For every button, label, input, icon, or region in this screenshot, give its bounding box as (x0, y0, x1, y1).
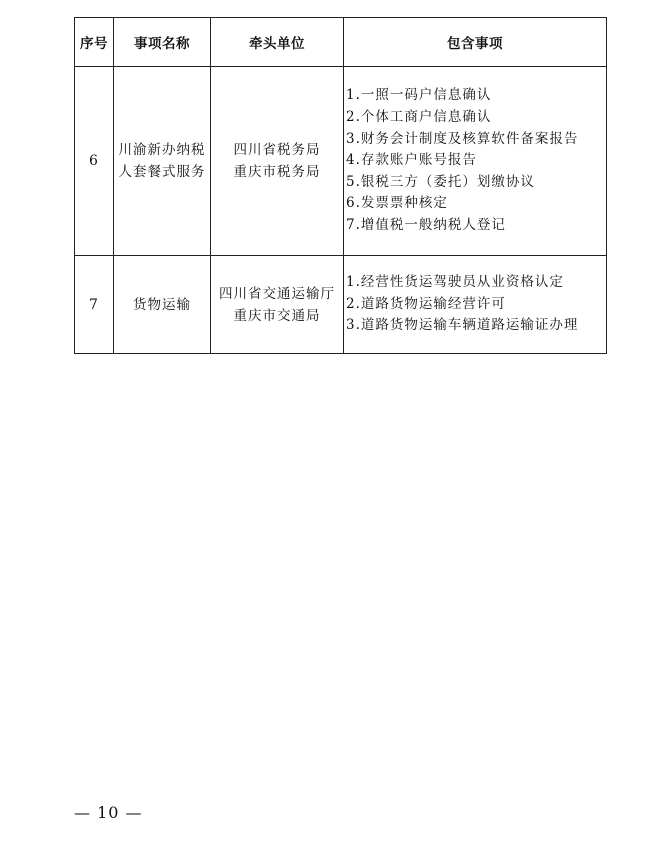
row-matter-name (114, 256, 211, 354)
included-items-list (344, 272, 606, 337)
header-included-items: 包含事项 (344, 18, 607, 67)
lead-unit-line: 四川省交通运输厅 (219, 285, 335, 302)
lead-unit-line: 重庆市交通局 (233, 307, 321, 324)
row-seq: 7 (75, 256, 114, 354)
list-item: 1.一照一码户信息确认 (346, 87, 492, 104)
list-item: 2.道路货物运输经营许可 (346, 295, 506, 312)
row-lead-unit (211, 256, 344, 354)
header-matter-name: 事项名称 (114, 18, 211, 67)
matter-name-line: 货物运输 (133, 296, 191, 313)
list-item: 1.经营性货运驾驶员从业资格认定 (346, 274, 564, 291)
matter-name-line: 人套餐式服务 (118, 164, 206, 180)
table-header-row (75, 18, 607, 67)
table-row (75, 67, 607, 256)
list-item: 6.发票票种核定 (346, 195, 448, 212)
list-item: 3.财务会计制度及核算软件备案报告 (346, 130, 579, 147)
page-number: — 10 — (74, 803, 143, 822)
matters-table (74, 17, 607, 354)
row-seq: 6 (75, 67, 114, 256)
header-seq: 序号 (75, 18, 114, 67)
row-included-items (344, 256, 607, 354)
list-item: 5.银税三方（委托）划缴协议 (346, 173, 535, 190)
table-row (75, 256, 607, 354)
list-item: 7.增值税一般纳税人登记 (346, 216, 506, 233)
lead-unit-line: 四川省税务局 (233, 142, 321, 158)
list-item: 4.存款账户账号报告 (346, 152, 477, 169)
row-lead-unit (211, 67, 344, 256)
list-item: 3.道路货物运输车辆道路运输证办理 (346, 317, 579, 334)
lead-unit-line: 重庆市税务局 (233, 164, 321, 180)
included-items-list (344, 85, 606, 236)
row-matter-name (114, 67, 211, 256)
matter-name-line: 川渝新办纳税 (118, 142, 206, 158)
list-item: 2.个体工商户信息确认 (346, 109, 492, 126)
header-lead-unit: 牵头单位 (211, 18, 344, 67)
row-included-items (344, 67, 607, 256)
